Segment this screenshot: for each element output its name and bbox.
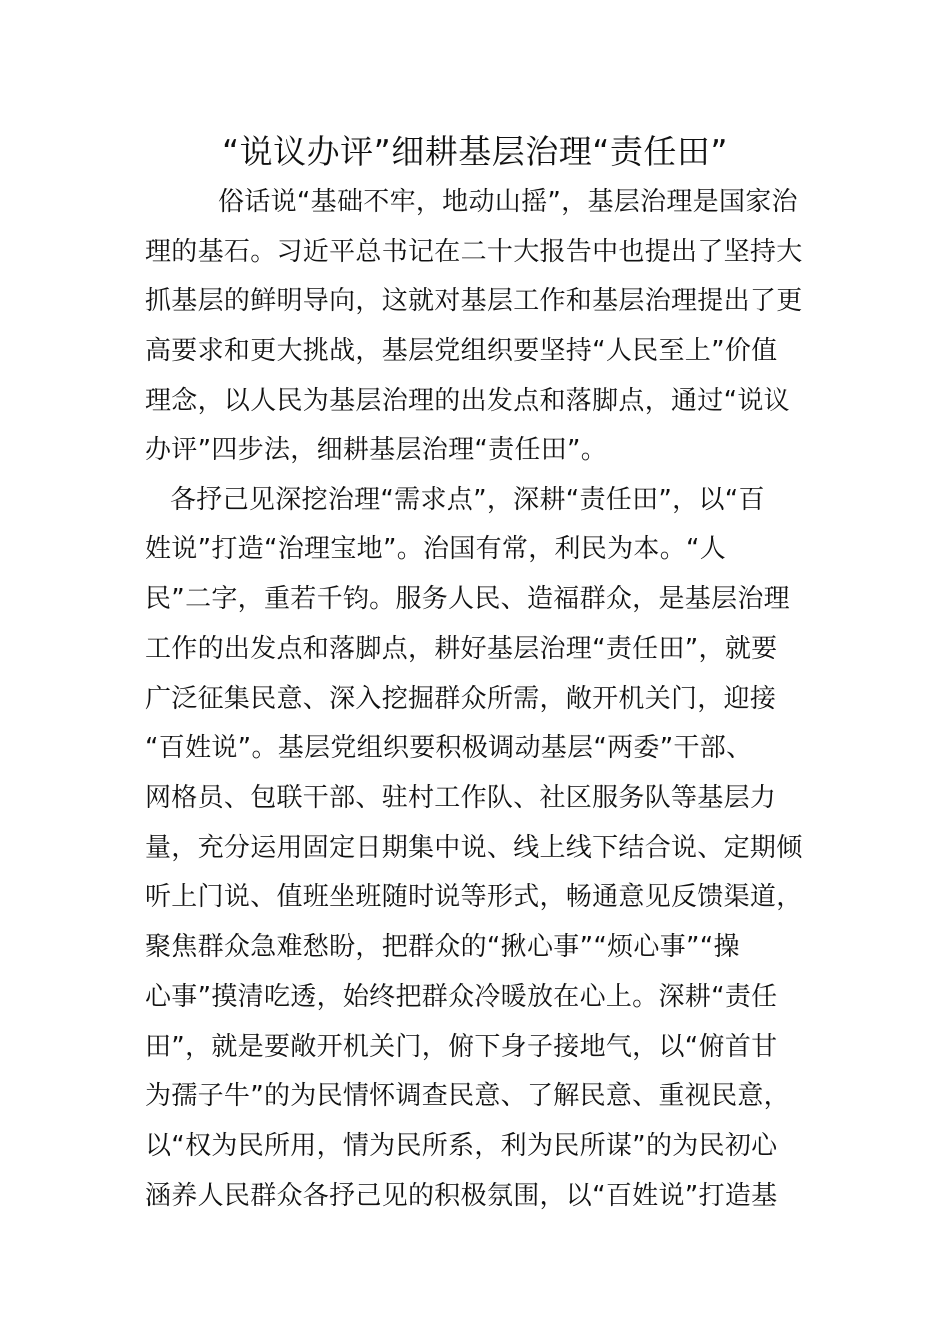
body-line: 聚焦群众急难愁盼，把群众的“揪心事”“烦心事”“操 — [145, 932, 740, 962]
body-line: 高要求和更大挑战，基层党组织要坚持“人民至上”价值 — [145, 336, 778, 366]
body-line: “百姓说”。基层党组织要积极调动基层“两委”干部、 — [145, 733, 753, 763]
body-line: 网格员、包联干部、驻村工作队、社区服务队等基层力 — [145, 783, 777, 813]
body-line: 为孺子牛”的为民情怀调查民意、了解民意、重视民意， — [145, 1081, 790, 1111]
body-line: 工作的出发点和落脚点，耕好基层治理“责任田”，就要 — [145, 634, 778, 664]
body-line: 田”，就是要敞开机关门，俯下身子接地气，以“俯首甘 — [145, 1032, 778, 1062]
body-line: 心事”摸清吃透，始终把群众冷暖放在心上。深耕“责任 — [145, 982, 778, 1012]
body-line: 广泛征集民意、深入挖掘群众所需，敞开机关门，迎接 — [145, 684, 777, 714]
body-line: 量，充分运用固定日期集中说、线上线下结合说、定期倾 — [145, 833, 803, 863]
body-line: 理的基石。习近平总书记在二十大报告中也提出了坚持大 — [145, 237, 803, 267]
body-line: 办评”四步法，细耕基层治理“责任田”。 — [145, 435, 608, 465]
body-line: 俗话说“基础不牢，地动山摇”，基层治理是国家治 — [218, 187, 798, 217]
body-line: 听上门说、值班坐班随时说等形式，畅通意见反馈渠道， — [145, 882, 803, 912]
body-line: 理念，以人民为基层治理的出发点和落脚点，通过“说议 — [145, 386, 790, 416]
body-line: 姓说”打造“治理宝地”。治国有常，利民为本。“人 — [145, 534, 727, 564]
body-line: 以“权为民所用，情为民所系，利为民所谋”的为民初心 — [145, 1131, 778, 1161]
body-line: 抓基层的鲜明导向，这就对基层工作和基层治理提出了更 — [145, 286, 803, 316]
document-title: “说议办评”细耕基层治理“责任田” — [222, 132, 728, 171]
body-line: 民”二字，重若千钧。服务人民、造福群众，是基层治理 — [145, 584, 790, 614]
body-line: 各抒己见深挖治理“需求点”，深耕“责任田”，以“百 — [170, 485, 765, 515]
body-line: 涵养人民群众各抒己见的积极氛围，以“百姓说”打造基 — [145, 1181, 778, 1211]
